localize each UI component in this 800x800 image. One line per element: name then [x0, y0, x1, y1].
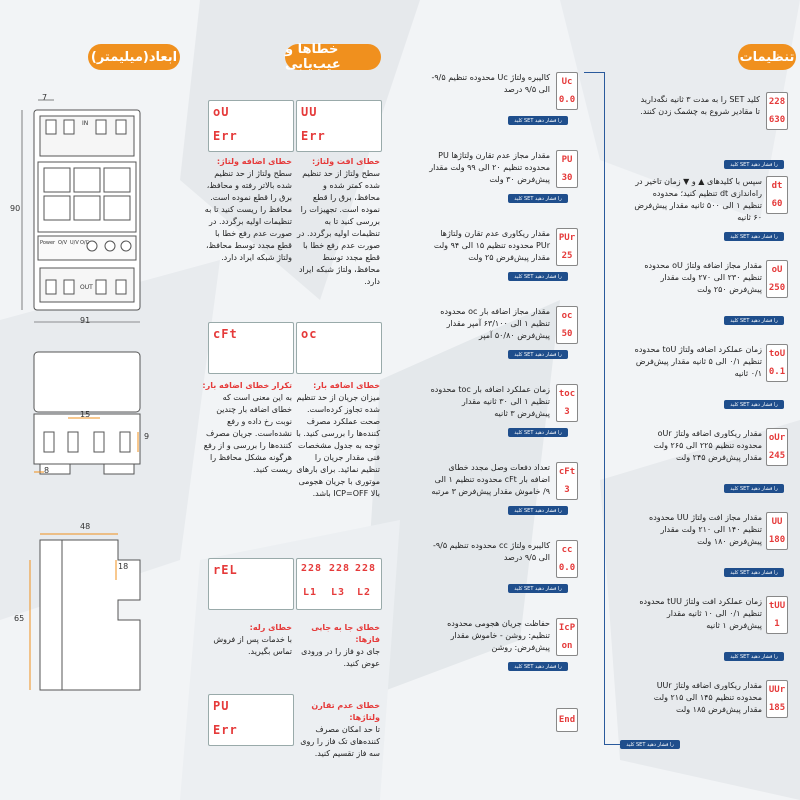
end-display: End — [556, 708, 578, 732]
loop-line — [604, 72, 605, 744]
left-step-display: oc 50 — [556, 306, 578, 344]
left-step-display: IcP on — [556, 618, 578, 656]
set-hint: کلید SET را فشار دهید — [724, 160, 784, 169]
dim-48: 48 — [80, 522, 91, 531]
repeat-overcurrent-text: تکرار خطای اضافه بار: به این معنی است که خطای اضافه بار چندین نوبت رخ داده و رفع نشده‌است. جریان مصرف کننده‌ها را بررسی و از رفع هرگونه مشکل محافظ را ریست کنید. — [202, 381, 292, 474]
right-step-text: زمان عملکرد افت ولتاژ tUU محدوده تنظیم ۰/۱ الی ۱۰ ثانیه مقدار پیش‌فرض ۱ ثانیه — [639, 597, 762, 630]
right-step-text: مقدار مجاز اضافه ولتاژ oU محدوده تنظیم ۲۳۰ الی ۲۷۰ ولت مقدار پیش‌فرض ۲۵۰ ولت — [644, 261, 762, 294]
left-step-text: کالیبره ولتاژ cc محدوده تنظیم ۹/۵- الی ۹/۵ درصد — [432, 541, 550, 562]
left-step-text: مقدار مجاز اضافه بار oc محدوده تنظیم ۱ الی ۶۳/۱۰۰ آمپر مقدار پیش‌فرض ۵۰/۸۰ آمپر — [440, 307, 550, 340]
overcurrent-text: خطای اضافه بار: میزان جریان از حد تنظیم شده تجاوز کرده‌است. صحت عملکرد مصرف کننده‌ها را بررسی کنید. با توجه به جدول مشخصات فنی مقدار جریان را تنظیم نمائید. برای بارهای موتوری با جریان هجومی بالا ICP=OFF باشد. — [296, 381, 380, 498]
set-hint: کلید SET را فشار دهید — [508, 662, 568, 671]
left-step-display: PUr 25 — [556, 228, 578, 266]
right-step-text: مقدار ریکاوری اضافه ولتاژ UUr محدوده تنظیم ۱۴۵ الی ۲۱۵ ولت مقدار پیش‌فرض ۱۸۵ ولت — [653, 681, 762, 714]
right-step-display: tUU 1 — [766, 596, 788, 634]
set-hint: کلید SET را فشار دهید — [724, 568, 784, 577]
left-step-display: cc 0.0 — [556, 540, 578, 578]
right-step-display: toU 0.1 — [766, 344, 788, 382]
dim-18: 18 — [118, 562, 129, 571]
label-out: OUT — [80, 284, 93, 291]
left-step-text: زمان عملکرد اضافه بار toc محدوده تنظیم ۱ الی ۳۰ ثانیه مقدار پیش‌فرض ۳ ثانیه — [430, 385, 550, 418]
set-hint: کلید SET را فشار دهید — [724, 316, 784, 325]
dimensions-header: ابعاد(میلیمتر) — [88, 44, 180, 70]
label-in: IN — [82, 120, 89, 127]
set-hint: کلید SET را فشار دهید — [508, 194, 568, 203]
right-step-text: سپس با کلیدهای ▲ و ▼ زمان تاخیر در راه‌اندازی dt تنظیم کنید؛ محدوده تنظیم ۱ الی ۵۰۰ ثانیه مقدار پیش‌فرض ۶۰ ثانیه — [634, 177, 762, 222]
settings-header: تنظیمات — [738, 44, 796, 70]
set-hint: کلید SET را فشار دهید — [724, 652, 784, 661]
dim-8: 8 — [44, 466, 50, 475]
set-hint: کلید SET را فشار دهید — [508, 350, 568, 359]
left-step-text: حفاظت جریان هجومی محدوده تنظیم: روشن - خاموش مقدار پیش‌فرض: روشن — [447, 619, 550, 652]
label-ov: O/V — [58, 240, 68, 246]
loop-top — [584, 72, 604, 73]
faults-header: خطاها و عیب‌یابی — [285, 44, 381, 70]
right-step-display: oU 250 — [766, 260, 788, 298]
set-hint-bottom: کلید SET را فشار دهید — [620, 740, 680, 749]
relay-display: rEL — [208, 558, 294, 610]
label-power: Power — [40, 240, 56, 246]
phase-text: خطای جا به جایی فازها: جای دو فاز را در ورودی عوض کنید. — [301, 623, 380, 668]
left-step-text: تعداد دفعات وصل مجدد خطای اضافه بار cFt محدوده تنظیم ۱ الی ۹/ خاموش مقدار پیش‌فرض ۳ مرتبه — [431, 463, 550, 496]
repeat-overcurrent-display: cFt — [208, 322, 294, 374]
dim-9: 9 — [144, 432, 150, 441]
set-hint: کلید SET را فشار دهید — [508, 428, 568, 437]
unbalance-text: خطای عدم تقارن ولتاژها: تا حد امکان مصرف کننده‌های تک فاز را روی سه فاز تقسیم کنید. — [300, 701, 380, 758]
set-hint: کلید SET را فشار دهید — [724, 400, 784, 409]
overvolt-text: خطای اضافه ولتاژ: سطح ولتاژ از حد تنظیم شده بالاتر رفته و محافظ، برق را قطع نموده است. محافظ را ریست کنید تا به تنظیمات اولیه برگردد. در صورت عدم رفع خطا با قطع مجدد توسط محافظ، ولتاژ شبکه ایراد دارد. — [204, 157, 292, 262]
set-hint: کلید SET را فشار دهید — [508, 506, 568, 515]
dimension-drawings — [0, 80, 170, 700]
dim-90: 90 — [10, 204, 21, 213]
right-step-display: UU 180 — [766, 512, 788, 550]
left-step-display: Uc 0.0 — [556, 72, 578, 110]
left-step-text: مقدار مجاز عدم تقارن ولتاژها PU محدوده تنظیم ۲۰ الی ۹۹ ولت مقدار پیش‌فرض ۳۰ ولت — [429, 151, 550, 184]
overvolt-display: oU Err — [208, 100, 294, 152]
set-hint: کلید SET را فشار دهید — [724, 232, 784, 241]
right-step-text: زمان عملکرد اضافه ولتاژ toU محدوده تنظیم ۰/۱ الی ۵ ثانیه مقدار پیش‌فرض ۰/۱ ثانیه — [634, 345, 762, 378]
right-step-text: مقدار ریکاوری اضافه ولتاژ oUr محدوده تنظیم ۲۲۵ الی ۲۶۵ ولت مقدار پیش‌فرض ۲۴۵ ولت — [653, 429, 762, 462]
intro-display: 228 630 — [766, 92, 788, 130]
undervolt-text: خطای افت ولتاژ: سطح ولتاژ از حد تنظیم شده کمتر شده و محافظ، برق را قطع نموده است. تجهیزات را بررسی کنید تا به تنظیمات اولیه برگردد. در صورت عدم رفع خطا با قطع مجدد توسط محافظ، ولتاژ شبکه ایراد دارد. — [296, 157, 380, 286]
label-oc: O/C — [80, 240, 90, 246]
set-hint: کلید SET را فشار دهید — [508, 584, 568, 593]
settings-intro: کلید SET را به مدت ۳ ثانیه نگه‌دارید تا مقادیر شروع به چشمک زدن کنند. — [640, 95, 760, 116]
left-step-display: PU 30 — [556, 150, 578, 188]
unbalance-display: PU Err — [208, 694, 294, 746]
undervolt-display: UU Err — [296, 100, 382, 152]
right-step-display: oUr 245 — [766, 428, 788, 466]
phase-display: 228 228 228 L1 L3 L2 — [296, 558, 382, 610]
label-uv: U/V — [70, 240, 79, 246]
dim-15: 15 — [80, 410, 91, 419]
set-hint: کلید SET را فشار دهید — [724, 484, 784, 493]
left-step-text: کالیبره ولتاژ Uc محدوده تنظیم ۹/۵- الی ۹/۵ درصد — [431, 73, 550, 94]
set-hint: کلید SET را فشار دهید — [508, 116, 568, 125]
relay-text: خطای رله: با خدمات پس از فروش تماس بگیرید. — [213, 623, 292, 656]
dim-7: 7 — [42, 93, 48, 102]
left-step-text: مقدار ریکاوری عدم تقارن ولتاژها PUr محدوده تنظیم ۱۵ الی ۹۴ ولت مقدار پیش‌فرض ۲۵ ولت — [433, 229, 550, 262]
dim-65: 65 — [14, 614, 25, 623]
set-hint: کلید SET را فشار دهید — [508, 272, 568, 281]
left-step-display: toc 3 — [556, 384, 578, 422]
right-step-display: UUr 185 — [766, 680, 788, 718]
dim-91: 91 — [80, 316, 91, 325]
overcurrent-display: oc — [296, 322, 382, 374]
right-step-display: dt 60 — [766, 176, 788, 214]
left-step-display: cFt 3 — [556, 462, 578, 500]
right-step-text: مقدار مجاز افت ولتاژ UU محدوده تنظیم ۱۴۰ الی ۲۱۰ ولت مقدار پیش‌فرض ۱۸۰ ولت — [649, 513, 762, 546]
